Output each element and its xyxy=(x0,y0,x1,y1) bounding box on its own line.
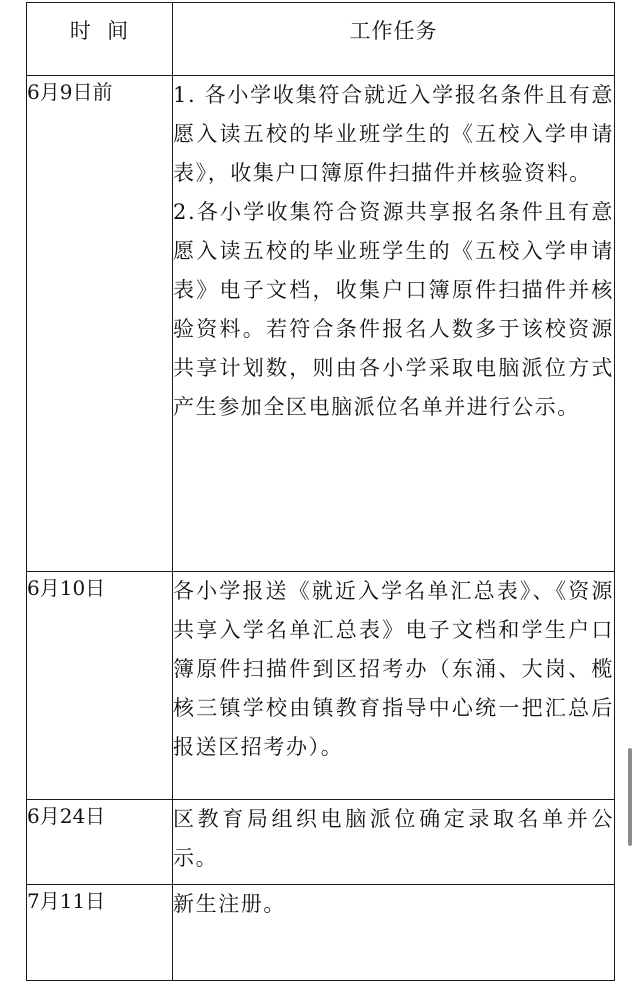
task-paragraph: 1. 各小学收集符合就近入学报名条件且有意愿入读五校的毕业班学生的《五校入学申请表》，收集户口簿原件扫描件并核验资料。 xyxy=(173,83,614,185)
task-cell xyxy=(173,885,615,981)
header-row xyxy=(27,3,615,76)
task-paragraph: 新生注册。 xyxy=(173,892,286,916)
table-row xyxy=(27,885,615,981)
task-cell xyxy=(173,800,615,885)
date-cell: 6月9日前 xyxy=(27,76,173,572)
table-row xyxy=(27,572,615,800)
task-paragraph: 各小学报送《就近入学名单汇总表》、《资源共享入学名单汇总表》电子文档和学生户口簿原件扫描件到区招考办（东涌、大岗、榄核三镇学校由镇教育指导中心统一把汇总后报送区招考办）。 xyxy=(173,579,614,759)
task-cell xyxy=(173,76,615,572)
scrollbar-thumb[interactable] xyxy=(628,748,632,846)
task-cell xyxy=(173,572,615,800)
header-task: 工作任务 xyxy=(349,19,438,43)
date-cell: 7月11日 xyxy=(27,885,173,981)
date-cell: 6月24日 xyxy=(27,800,173,885)
table-row xyxy=(27,800,615,885)
table-row xyxy=(27,76,615,572)
schedule-table xyxy=(26,2,615,981)
header-time: 时 间 xyxy=(69,19,130,43)
date-cell: 6月10日 xyxy=(27,572,173,800)
header-cell-task xyxy=(173,3,615,76)
task-paragraph: 区教育局组织电脑派位确定录取名单并公示。 xyxy=(173,807,614,870)
task-paragraph: 2.各小学收集符合资源共享报名条件且有意愿入读五校的毕业班学生的《五校入学申请表》电子文档，收集户口簿原件扫描件并核验资料。若符合条件报名人数多于该校资源共享计划数，则由各小学采取电脑派位方式产生参加全区电脑派位名单并进行公示。 xyxy=(173,200,614,419)
header-cell-time xyxy=(27,3,173,76)
